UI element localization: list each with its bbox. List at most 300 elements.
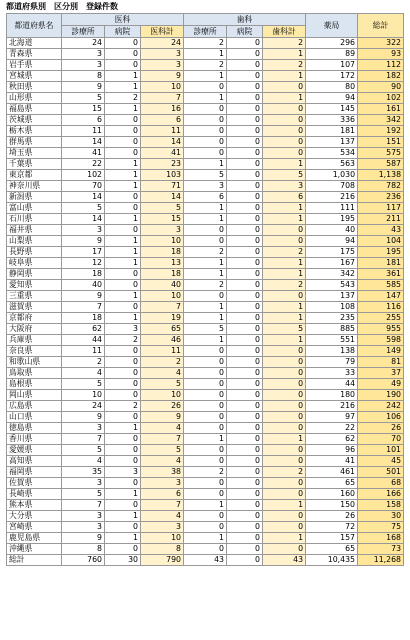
table-row — [7, 489, 404, 500]
dental-total-cell: 0 — [263, 137, 306, 148]
medical-hospital-cell: 1 — [105, 236, 141, 247]
dental-clinic-cell: 2 — [184, 280, 227, 291]
medical-total-cell: 2 — [141, 357, 184, 368]
pharmacy-cell: 137 — [306, 291, 358, 302]
medical-clinic-cell: 2 — [62, 357, 105, 368]
medical-total-cell: 10 — [141, 82, 184, 93]
pharmacy-cell: 65 — [306, 544, 358, 555]
dental-total-cell: 0 — [263, 401, 306, 412]
dental-clinic-cell: 1 — [184, 434, 227, 445]
prefecture-cell: 滋賀県 — [7, 302, 62, 313]
medical-hospital-cell: 0 — [105, 357, 141, 368]
dental-total-cell: 0 — [263, 379, 306, 390]
total-cell: 955 — [358, 324, 404, 335]
total-cell: 147 — [358, 291, 404, 302]
dental-total-cell: 0 — [263, 236, 306, 247]
dental-total-cell: 1 — [263, 335, 306, 346]
header-dental-total: 歯科計 — [263, 26, 306, 38]
pharmacy-cell: 138 — [306, 346, 358, 357]
dental-hospital-cell: 0 — [227, 313, 263, 324]
prefecture-cell: 福岡県 — [7, 467, 62, 478]
dental-total-cell: 0 — [263, 104, 306, 115]
medical-total-cell: 18 — [141, 269, 184, 280]
dental-hospital-cell: 0 — [227, 247, 263, 258]
medical-total-cell: 11 — [141, 346, 184, 357]
medical-hospital-cell: 0 — [105, 522, 141, 533]
medical-total-cell: 5 — [141, 445, 184, 456]
pharmacy-cell: 108 — [306, 302, 358, 313]
medical-total-cell: 4 — [141, 423, 184, 434]
table-row — [7, 324, 404, 335]
pharmacy-cell: 22 — [306, 423, 358, 434]
prefecture-cell: 岩手県 — [7, 60, 62, 71]
medical-hospital-cell: 0 — [105, 445, 141, 456]
medical-clinic-cell: 5 — [62, 489, 105, 500]
medical-clinic-cell: 70 — [62, 181, 105, 192]
total-cell: 168 — [358, 533, 404, 544]
dental-hospital-cell: 0 — [227, 126, 263, 137]
medical-clinic-cell: 62 — [62, 324, 105, 335]
dental-hospital-cell: 0 — [227, 401, 263, 412]
table-row — [7, 412, 404, 423]
table-row — [7, 302, 404, 313]
prefecture-cell: 佐賀県 — [7, 478, 62, 489]
dental-hospital-cell: 0 — [227, 225, 263, 236]
total-cell: 192 — [358, 126, 404, 137]
dental-total-cell: 0 — [263, 489, 306, 500]
dental-total-cell: 2 — [263, 60, 306, 71]
pharmacy-cell: 111 — [306, 203, 358, 214]
dental-total-cell: 2 — [263, 467, 306, 478]
medical-hospital-cell: 2 — [105, 335, 141, 346]
medical-hospital-cell: 1 — [105, 258, 141, 269]
total-cell: 598 — [358, 335, 404, 346]
total-cell: 26 — [358, 423, 404, 434]
table-row — [7, 500, 404, 511]
medical-total-cell: 23 — [141, 159, 184, 170]
pharmacy-cell: 181 — [306, 126, 358, 137]
dental-total-cell: 0 — [263, 126, 306, 137]
prefecture-cell: 兵庫県 — [7, 335, 62, 346]
total-cell: 30 — [358, 511, 404, 522]
dental-total-cell: 0 — [263, 445, 306, 456]
medical-clinic-cell: 3 — [62, 225, 105, 236]
pharmacy-cell: 62 — [306, 434, 358, 445]
dental-clinic-cell: 1 — [184, 269, 227, 280]
pharmacy-cell: 44 — [306, 379, 358, 390]
total-cell: 70 — [358, 434, 404, 445]
table-row — [7, 104, 404, 115]
pharmacy-cell: 175 — [306, 247, 358, 258]
prefecture-cell: 愛媛県 — [7, 445, 62, 456]
medical-hospital-cell: 0 — [105, 478, 141, 489]
prefecture-cell: 和歌山県 — [7, 357, 62, 368]
dental-hospital-cell: 0 — [227, 489, 263, 500]
medical-clinic-cell: 15 — [62, 104, 105, 115]
medical-hospital-cell: 0 — [105, 368, 141, 379]
dental-total-cell: 43 — [263, 555, 306, 566]
total-cell: 93 — [358, 49, 404, 60]
medical-total-cell: 24 — [141, 38, 184, 49]
prefecture-cell: 宮城県 — [7, 71, 62, 82]
registration-table — [6, 13, 404, 566]
table-row — [7, 236, 404, 247]
dental-hospital-cell: 0 — [227, 71, 263, 82]
medical-hospital-cell: 1 — [105, 104, 141, 115]
prefecture-cell: 広島県 — [7, 401, 62, 412]
pharmacy-cell: 94 — [306, 236, 358, 247]
table-row — [7, 423, 404, 434]
dental-clinic-cell: 0 — [184, 357, 227, 368]
dental-hospital-cell: 0 — [227, 511, 263, 522]
medical-hospital-cell: 1 — [105, 489, 141, 500]
dental-clinic-cell: 0 — [184, 346, 227, 357]
pharmacy-cell: 195 — [306, 214, 358, 225]
table-row — [7, 170, 404, 181]
prefecture-cell: 徳島県 — [7, 423, 62, 434]
dental-clinic-cell: 0 — [184, 456, 227, 467]
dental-hospital-cell: 0 — [227, 82, 263, 93]
medical-total-cell: 38 — [141, 467, 184, 478]
medical-hospital-cell: 0 — [105, 412, 141, 423]
total-cell: 73 — [358, 544, 404, 555]
medical-clinic-cell: 4 — [62, 368, 105, 379]
dental-total-cell: 1 — [263, 71, 306, 82]
prefecture-cell: 岐阜県 — [7, 258, 62, 269]
table-row — [7, 357, 404, 368]
table-row — [7, 181, 404, 192]
prefecture-cell: 北海道 — [7, 38, 62, 49]
pharmacy-cell: 172 — [306, 71, 358, 82]
dental-hospital-cell: 0 — [227, 214, 263, 225]
medical-total-cell: 3 — [141, 60, 184, 71]
prefecture-cell: 福島県 — [7, 104, 62, 115]
dental-clinic-cell: 0 — [184, 104, 227, 115]
pharmacy-cell: 145 — [306, 104, 358, 115]
dental-hospital-cell: 0 — [227, 500, 263, 511]
dental-hospital-cell: 0 — [227, 445, 263, 456]
medical-hospital-cell: 2 — [105, 93, 141, 104]
header-medical-total: 医科計 — [141, 26, 184, 38]
medical-hospital-cell: 0 — [105, 390, 141, 401]
dental-hospital-cell: 0 — [227, 137, 263, 148]
medical-total-cell: 13 — [141, 258, 184, 269]
dental-hospital-cell: 0 — [227, 368, 263, 379]
dental-hospital-cell: 0 — [227, 533, 263, 544]
medical-hospital-cell: 0 — [105, 379, 141, 390]
header-medical-hospital: 病院 — [105, 26, 141, 38]
dental-hospital-cell: 0 — [227, 423, 263, 434]
header-dental-hospital: 病院 — [227, 26, 263, 38]
medical-hospital-cell: 0 — [105, 302, 141, 313]
medical-hospital-cell: 0 — [105, 280, 141, 291]
dental-total-cell: 1 — [263, 203, 306, 214]
total-cell: 242 — [358, 401, 404, 412]
prefecture-cell: 大阪府 — [7, 324, 62, 335]
medical-hospital-cell: 0 — [105, 49, 141, 60]
total-cell: 211 — [358, 214, 404, 225]
pharmacy-cell: 543 — [306, 280, 358, 291]
dental-total-cell: 5 — [263, 170, 306, 181]
pharmacy-cell: 33 — [306, 368, 358, 379]
prefecture-cell: 岡山県 — [7, 390, 62, 401]
dental-total-cell: 0 — [263, 115, 306, 126]
medical-total-cell: 40 — [141, 280, 184, 291]
pharmacy-cell: 534 — [306, 148, 358, 159]
header-dental: 歯科 — [184, 14, 306, 26]
prefecture-cell: 香川県 — [7, 434, 62, 445]
dental-total-cell: 1 — [263, 302, 306, 313]
prefecture-cell: 愛知県 — [7, 280, 62, 291]
pharmacy-cell: 160 — [306, 489, 358, 500]
medical-hospital-cell: 1 — [105, 423, 141, 434]
dental-clinic-cell: 0 — [184, 511, 227, 522]
prefecture-cell: 青森県 — [7, 49, 62, 60]
medical-clinic-cell: 7 — [62, 500, 105, 511]
dental-total-cell: 1 — [263, 93, 306, 104]
prefecture-cell: 鳥取県 — [7, 368, 62, 379]
total-cell: 49 — [358, 379, 404, 390]
pharmacy-cell: 180 — [306, 390, 358, 401]
medical-clinic-cell: 41 — [62, 148, 105, 159]
medical-hospital-cell: 30 — [105, 555, 141, 566]
dental-total-cell: 0 — [263, 412, 306, 423]
dental-total-cell: 1 — [263, 434, 306, 445]
medical-hospital-cell: 0 — [105, 346, 141, 357]
medical-clinic-cell: 10 — [62, 390, 105, 401]
dental-clinic-cell: 0 — [184, 379, 227, 390]
table-row — [7, 148, 404, 159]
medical-total-cell: 10 — [141, 390, 184, 401]
total-cell: 587 — [358, 159, 404, 170]
medical-clinic-cell: 4 — [62, 456, 105, 467]
table-row — [7, 456, 404, 467]
total-cell: 166 — [358, 489, 404, 500]
total-cell: 37 — [358, 368, 404, 379]
dental-clinic-cell: 6 — [184, 192, 227, 203]
medical-clinic-cell: 8 — [62, 544, 105, 555]
total-cell: 161 — [358, 104, 404, 115]
dental-hospital-cell: 0 — [227, 115, 263, 126]
dental-clinic-cell: 0 — [184, 390, 227, 401]
pharmacy-cell: 65 — [306, 478, 358, 489]
dental-hospital-cell: 0 — [227, 291, 263, 302]
prefecture-cell: 秋田県 — [7, 82, 62, 93]
pharmacy-cell: 157 — [306, 533, 358, 544]
dental-clinic-cell: 5 — [184, 170, 227, 181]
dental-total-cell: 0 — [263, 346, 306, 357]
dental-total-cell: 1 — [263, 500, 306, 511]
table-row — [7, 280, 404, 291]
table-row — [7, 71, 404, 82]
table-row — [7, 159, 404, 170]
medical-hospital-cell: 1 — [105, 247, 141, 258]
dental-hospital-cell: 0 — [227, 159, 263, 170]
table-row — [7, 478, 404, 489]
medical-total-cell: 16 — [141, 104, 184, 115]
header-medical: 医科 — [62, 14, 184, 26]
medical-total-cell: 3 — [141, 522, 184, 533]
medical-clinic-cell: 9 — [62, 412, 105, 423]
total-cell: 106 — [358, 412, 404, 423]
pharmacy-cell: 885 — [306, 324, 358, 335]
medical-hospital-cell: 0 — [105, 137, 141, 148]
medical-hospital-cell: 1 — [105, 71, 141, 82]
medical-total-cell: 19 — [141, 313, 184, 324]
table-body — [7, 38, 404, 566]
dental-clinic-cell: 1 — [184, 313, 227, 324]
medical-clinic-cell: 7 — [62, 302, 105, 313]
medical-clinic-cell: 760 — [62, 555, 105, 566]
dental-hospital-cell: 0 — [227, 434, 263, 445]
table-row — [7, 115, 404, 126]
prefecture-cell: 長崎県 — [7, 489, 62, 500]
medical-clinic-cell: 7 — [62, 434, 105, 445]
table-row — [7, 247, 404, 258]
total-cell: 181 — [358, 258, 404, 269]
medical-clinic-cell: 40 — [62, 280, 105, 291]
prefecture-cell: 三重県 — [7, 291, 62, 302]
dental-hospital-cell: 0 — [227, 379, 263, 390]
medical-clinic-cell: 22 — [62, 159, 105, 170]
medical-total-cell: 103 — [141, 170, 184, 181]
medical-total-cell: 4 — [141, 368, 184, 379]
dental-clinic-cell: 43 — [184, 555, 227, 566]
dental-clinic-cell: 3 — [184, 181, 227, 192]
total-cell: 102 — [358, 93, 404, 104]
total-cell: 585 — [358, 280, 404, 291]
dental-hospital-cell: 0 — [227, 258, 263, 269]
table-row — [7, 60, 404, 71]
medical-total-cell: 15 — [141, 214, 184, 225]
medical-total-cell: 6 — [141, 115, 184, 126]
prefecture-cell: 石川県 — [7, 214, 62, 225]
dental-hospital-cell: 0 — [227, 478, 263, 489]
dental-clinic-cell: 0 — [184, 445, 227, 456]
medical-hospital-cell: 1 — [105, 291, 141, 302]
medical-clinic-cell: 18 — [62, 313, 105, 324]
total-cell: 575 — [358, 148, 404, 159]
table-row — [7, 335, 404, 346]
medical-total-cell: 5 — [141, 203, 184, 214]
dental-total-cell: 0 — [263, 291, 306, 302]
table-row — [7, 49, 404, 60]
table-row — [7, 203, 404, 214]
dental-clinic-cell: 1 — [184, 335, 227, 346]
medical-hospital-cell: 0 — [105, 38, 141, 49]
prefecture-cell: 富山県 — [7, 203, 62, 214]
pharmacy-cell: 336 — [306, 115, 358, 126]
prefecture-cell: 静岡県 — [7, 269, 62, 280]
dental-clinic-cell: 0 — [184, 544, 227, 555]
dental-hospital-cell: 0 — [227, 324, 263, 335]
pharmacy-cell: 235 — [306, 313, 358, 324]
pharmacy-cell: 94 — [306, 93, 358, 104]
table-row — [7, 511, 404, 522]
header-dental-clinic: 診療所 — [184, 26, 227, 38]
medical-total-cell: 41 — [141, 148, 184, 159]
medical-clinic-cell: 3 — [62, 522, 105, 533]
medical-total-cell: 14 — [141, 137, 184, 148]
medical-hospital-cell: 0 — [105, 544, 141, 555]
medical-total-cell: 9 — [141, 412, 184, 423]
prefecture-cell: 群馬県 — [7, 137, 62, 148]
dental-total-cell: 1 — [263, 533, 306, 544]
dental-total-cell: 0 — [263, 357, 306, 368]
prefecture-cell: 宮崎県 — [7, 522, 62, 533]
table-row — [7, 137, 404, 148]
page-title: 都道府県別 区分別 登録件数 — [6, 2, 118, 11]
prefecture-cell: 山梨県 — [7, 236, 62, 247]
dental-hospital-cell: 0 — [227, 148, 263, 159]
medical-total-cell: 65 — [141, 324, 184, 335]
dental-clinic-cell: 2 — [184, 247, 227, 258]
pharmacy-cell: 79 — [306, 357, 358, 368]
dental-total-cell: 0 — [263, 148, 306, 159]
dental-hospital-cell: 0 — [227, 236, 263, 247]
pharmacy-cell: 551 — [306, 335, 358, 346]
dental-total-cell: 0 — [263, 390, 306, 401]
pharmacy-cell: 216 — [306, 401, 358, 412]
table-row — [7, 401, 404, 412]
dental-total-cell: 1 — [263, 159, 306, 170]
dental-hospital-cell: 0 — [227, 467, 263, 478]
prefecture-cell: 東京都 — [7, 170, 62, 181]
medical-clinic-cell: 14 — [62, 192, 105, 203]
medical-total-cell: 26 — [141, 401, 184, 412]
pharmacy-cell: 40 — [306, 225, 358, 236]
total-cell: 236 — [358, 192, 404, 203]
pharmacy-cell: 137 — [306, 137, 358, 148]
total-cell: 45 — [358, 456, 404, 467]
medical-hospital-cell: 0 — [105, 500, 141, 511]
dental-total-cell: 2 — [263, 247, 306, 258]
dental-clinic-cell: 1 — [184, 214, 227, 225]
pharmacy-cell: 461 — [306, 467, 358, 478]
dental-clinic-cell: 2 — [184, 60, 227, 71]
medical-total-cell: 8 — [141, 544, 184, 555]
table-row — [7, 313, 404, 324]
prefecture-cell: 山口県 — [7, 412, 62, 423]
dental-hospital-cell: 0 — [227, 555, 263, 566]
total-cell: 101 — [358, 445, 404, 456]
dental-hospital-cell: 0 — [227, 335, 263, 346]
dental-clinic-cell: 0 — [184, 137, 227, 148]
prefecture-cell: 埼玉県 — [7, 148, 62, 159]
dental-clinic-cell: 1 — [184, 533, 227, 544]
medical-hospital-cell: 0 — [105, 203, 141, 214]
medical-total-cell: 7 — [141, 302, 184, 313]
medical-hospital-cell: 0 — [105, 269, 141, 280]
header-total: 総計 — [358, 14, 404, 38]
pharmacy-cell: 10,435 — [306, 555, 358, 566]
table-row — [7, 38, 404, 49]
prefecture-cell: 大分県 — [7, 511, 62, 522]
medical-total-cell: 10 — [141, 236, 184, 247]
prefecture-cell: 千葉県 — [7, 159, 62, 170]
total-cell: 68 — [358, 478, 404, 489]
medical-total-cell: 5 — [141, 379, 184, 390]
dental-hospital-cell: 0 — [227, 49, 263, 60]
prefecture-cell: 山形県 — [7, 93, 62, 104]
dental-clinic-cell: 2 — [184, 38, 227, 49]
dental-clinic-cell: 1 — [184, 49, 227, 60]
total-cell: 116 — [358, 302, 404, 313]
dental-hospital-cell: 0 — [227, 544, 263, 555]
header-medical-clinic: 診療所 — [62, 26, 105, 38]
medical-clinic-cell: 9 — [62, 533, 105, 544]
medical-clinic-cell: 3 — [62, 49, 105, 60]
